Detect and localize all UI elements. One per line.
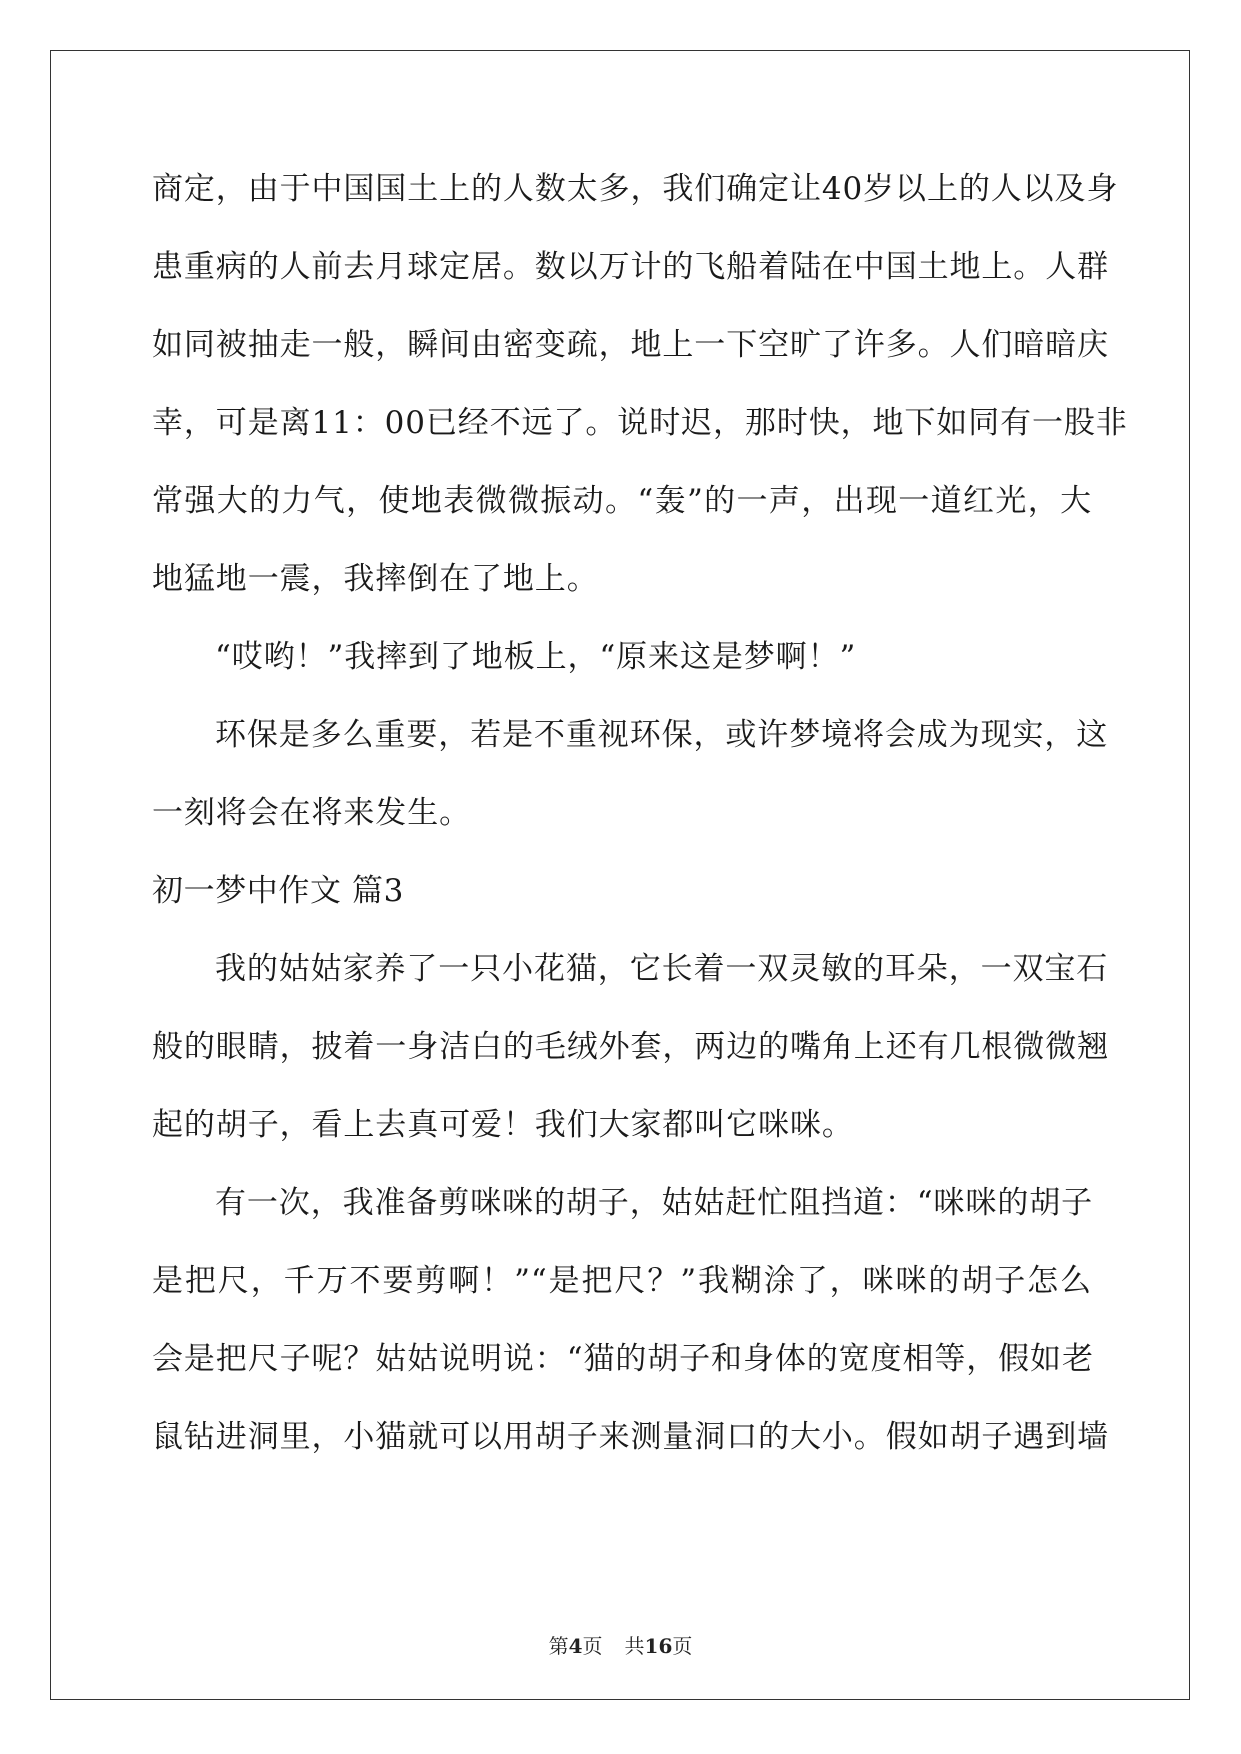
page-footer [0,1630,1241,1659]
total-pages: 16 [644,1634,673,1658]
text-line: 我的姑姑家养了一只小花猫，它长着一双灵敏的耳朵，一双宝石 [215,951,1109,987]
text-line: “哎哟！”我摔到了地板上，“原来这是梦啊！” [215,639,857,675]
text-line: 起的胡子，看上去真可爱！我们大家都叫它咪咪。 [152,1107,854,1143]
text-line: 鼠钻进洞里，小猫就可以用胡子来测量洞口的大小。假如胡子遇到墙 [152,1419,1109,1455]
text-line: 般的眼睛，披着一身洁白的毛绒外套，两边的嘴角上还有几根微微翘 [152,1029,1109,1065]
total-prefix: 共 [624,1634,645,1658]
text-line: 常强大的力气，使地表微微振动。“轰”的一声，出现一道红光，大 [152,483,1092,519]
text-line: 会是把尺子呢？姑姑说明说：“猫的胡子和身体的宽度相等，假如老 [152,1341,1094,1377]
section-heading: 初一梦中作文 篇3 [152,873,404,909]
text-line: 患重病的人前去月球定居。数以万计的飞船着陆在中国土地上。人群 [152,249,1109,285]
page-suffix: 页 [582,1634,603,1658]
text-line: 有一次，我准备剪咪咪的胡子，姑姑赶忙阻挡道：“咪咪的胡子 [215,1185,1094,1221]
page-number: 4 [568,1634,583,1658]
text-line: 如同被抽走一般，瞬间由密变疏，地上一下空旷了许多。人们暗暗庆 [152,327,1109,363]
page-prefix: 第 [548,1634,569,1658]
text-line: 幸，可是离11：00已经不远了。说时迟，那时快，地下如同有一股非 [152,405,1128,441]
text-line: 商定，由于中国国土上的人数太多，我们确定让40岁以上的人以及身 [152,171,1119,207]
total-suffix: 页 [672,1634,693,1658]
text-line: 环保是多么重要，若是不重视环保，或许梦境将会成为现实，这 [215,717,1109,753]
text-line: 一刻将会在将来发生。 [152,795,471,831]
document-body [152,162,1128,1488]
text-line: 地猛地一震，我摔倒在了地上。 [152,561,599,597]
text-line: 是把尺，千万不要剪啊！”“是把尺？”我糊涂了，咪咪的胡子怎么 [152,1263,1092,1299]
